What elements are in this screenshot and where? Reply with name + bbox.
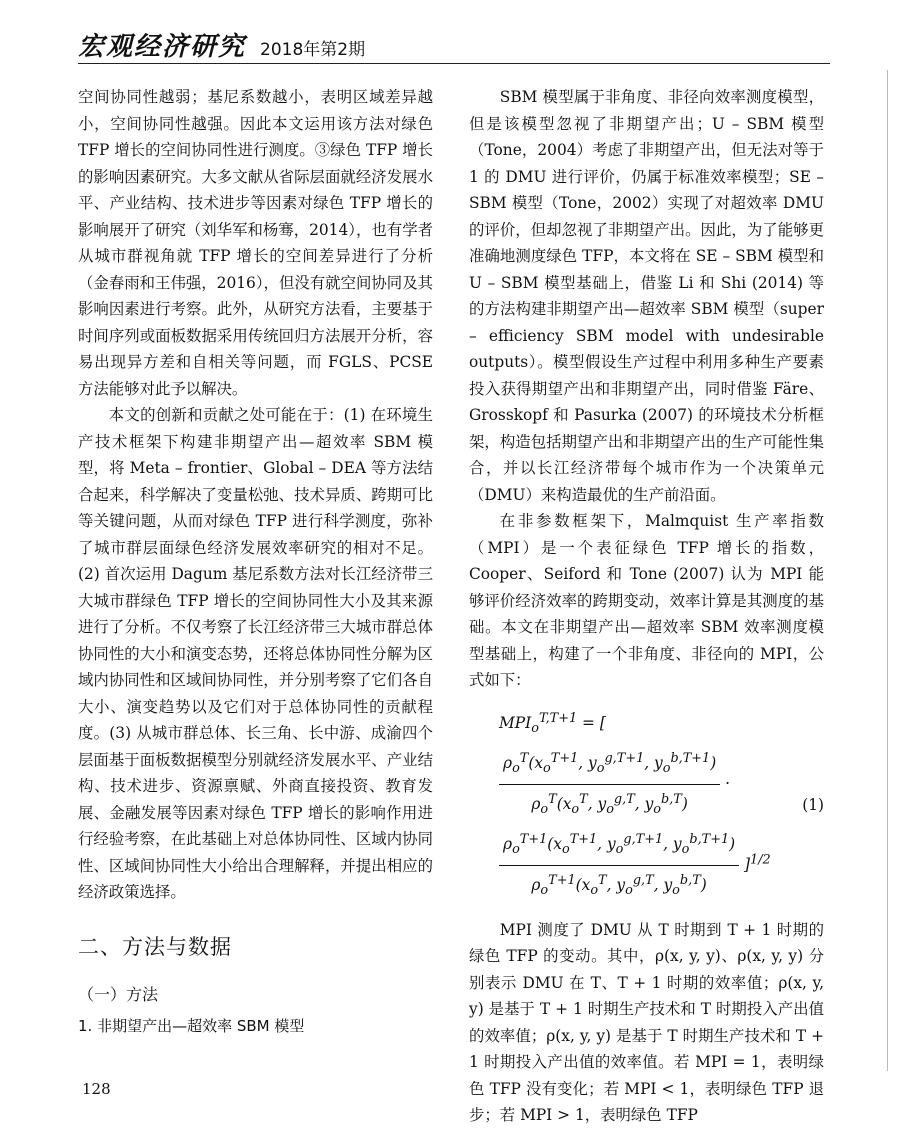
equation-1 bbox=[469, 704, 824, 907]
subsubsection-title: 1. 非期望产出—超效率 SBM 模型 bbox=[78, 1016, 305, 1035]
section-title: 二、方法与数据 bbox=[78, 934, 232, 959]
equation-formula: $MPI_o^{T,T+1}$ = [ $\frac{\rho_o^T(x_o^{T+1}, y_o^{g,T+1}, y_o^{b,T+1})}{\rho_o^T(x_o^T, y_o^{g,T}, y_o^{b,T})}$ · $\frac{\rho_o^{T+1}(x_o^{T+1}, y_o^{g,T+1}, y_o^{b,T+1})}{\rho_o^{T+1}(x_o^T, y_o^{g,T}, y_o^{b,T})}$ ]$^{1/2}$ bbox=[469, 704, 802, 907]
left-column bbox=[78, 84, 433, 1039]
equation-lhs: MPI bbox=[499, 713, 532, 732]
fraction-2: $\frac{\rho_o^{T+1}(x_o^{T+1}, y_o^{g,T+1}, y_o^{b,T+1})}{\rho_o^{T+1}(x_o^T, y_o^{g,T}, y_o^{b,T})}$ bbox=[499, 825, 739, 906]
right-paragraph-1: SBM 模型属于非角度、非径向效率测度模型，但是该模型忽视了非期望产出；U – SBM 模型（Tone，2004）考虑了非期望产出，但无法对等于 1 的 DMU 进行评价，仍属于标准效率模型；SE – SBM 模型（Tone，2002）实现了对超效率 DMU 的评价，但却忽视了非期望产出。因此，为了能够更准确地测度绿色 TFP，本文将在 SE – SBM 模型和 U – SBM 模型基础上，借鉴 Li 和 Shi (2014) 等的方法构建非期望产出—超效率 SBM 模型（super – efficiency SBM model with undesirable outputs）。模型假设生产过程中利用多种生产要素投入获得期望产出和非期望产出，同时借鉴 Färe、Grosskopf 和 Pasurka (2007) 的环境技术分析框架，构造包括期望产出和非期望产出的生产可能性集合，并以长江经济带每个城市作为一个决策单元（DMU）来构造最优的生产前沿面。 bbox=[469, 88, 824, 504]
fraction-1: $\frac{\rho_o^T(x_o^{T+1}, y_o^{g,T+1}, y_o^{b,T+1})}{\rho_o^T(x_o^T, y_o^{g,T}, y_o^{b,T})}$ bbox=[499, 744, 720, 825]
issue-label: 2018年第2期 bbox=[260, 40, 366, 60]
subsection-title: （一）方法 bbox=[78, 985, 159, 1004]
journal-title: 宏观经济研究 bbox=[78, 32, 247, 62]
left-paragraph-1: 空间协同性越弱；基尼系数越小，表明区域差异越小，空间协同性越强。因此本文运用该方法对绿色 TFP 增长的空间协同性进行测度。③绿色 TFP 增长的影响因素研究。大多文献从省际层面就经济发展水平、产业结构、技术进步等因素对绿色 TFP 增长的影响展开了研究（刘华军和杨骞，2014），也有学者从城市群视角就 TFP 增长的空间差异进行了分析（金春雨和王伟强，2016），但没有就空间协同及其影响因素进行考察。此外，从研究方法看，主要基于时间序列或面板数据采用传统回归方法展开分析，容易出现异方差和自相关等问题，而 FGLS、PCSE 方法能够对此予以解决。 bbox=[78, 88, 433, 398]
left-paragraph-2: 本文的创新和贡献之处可能在于：(1) 在环境生产技术框架下构建非期望产出—超效率 SBM 模型，将 Meta – frontier、Global – DEA 等方法结合起来，科学解决了变量松弛、技术异质、跨期可比等关键问题，从而对绿色 TFP 进行科学测度，弥补了城市群层面绿色经济发展效率研究的相对不足。(2) 首次运用 Dagum 基尼系数方法对长江经济带三大城市群绿色 TFP 增长的空间协同性大小及其来源进行了分析。不仅考察了长江经济带三大城市群总体协同性的大小和演变态势，还将总体协同性分解为区域内协同性和区域间协同性，并分别考察了它们各自大小、演变趋势以及它们对于总体协同性的贡献程度。(3) 从城市群总体、长三角、长中游、成渝四个层面基于面板数据模型分别就经济发展水平、产业结构、技术进步、资源禀赋、外商直接投资、教育发展、金融发展等因素对绿色 TFP 增长的影响作用进行经验考察，在此基础上对总体协同性、区域内协同性、区域间协同性大小给出合理解释，并提出相应的经济政策选择。 bbox=[78, 406, 433, 901]
header-rule bbox=[78, 63, 830, 64]
scan-edge-line bbox=[887, 70, 888, 1071]
page-number: 128 bbox=[82, 1080, 111, 1098]
running-header bbox=[78, 26, 365, 63]
equation-number: (1) bbox=[802, 795, 824, 814]
right-paragraph-3: MPI 测度了 DMU 从 T 时期到 T + 1 时期的绿色 TFP 的变动。其中，ρ(x, y, y)、ρ(x, y, y) 分别表示 DMU 在 T、T + 1 时期的效率值；ρ(x, y, y) 是基于 T + 1 时期生产技术和 T 时期投入产出值的效率值；ρ(x, y, y) 是基于 T 时期生产技术和 T + 1 时期投入产出值的效率值。若 MPI = 1，表明绿色 TFP 没有变化；若 MPI < 1，表明绿色 TFP 退步；若 MPI > 1，表明绿色 TFP bbox=[469, 920, 824, 1125]
right-column bbox=[469, 84, 824, 1129]
right-paragraph-2: 在非参数框架下，Malmquist 生产率指数（MPI）是一个表征绿色 TFP 增长的指数，Cooper、Seiford 和 Tone (2007) 认为 MPI 能够评价经济效率的跨期变动，效率计算是其测度的基础。本文在非期望产出—超效率 SBM 效率测度模型基础上，构建了一个非角度、非径向的 MPI，公式如下： bbox=[469, 512, 824, 689]
